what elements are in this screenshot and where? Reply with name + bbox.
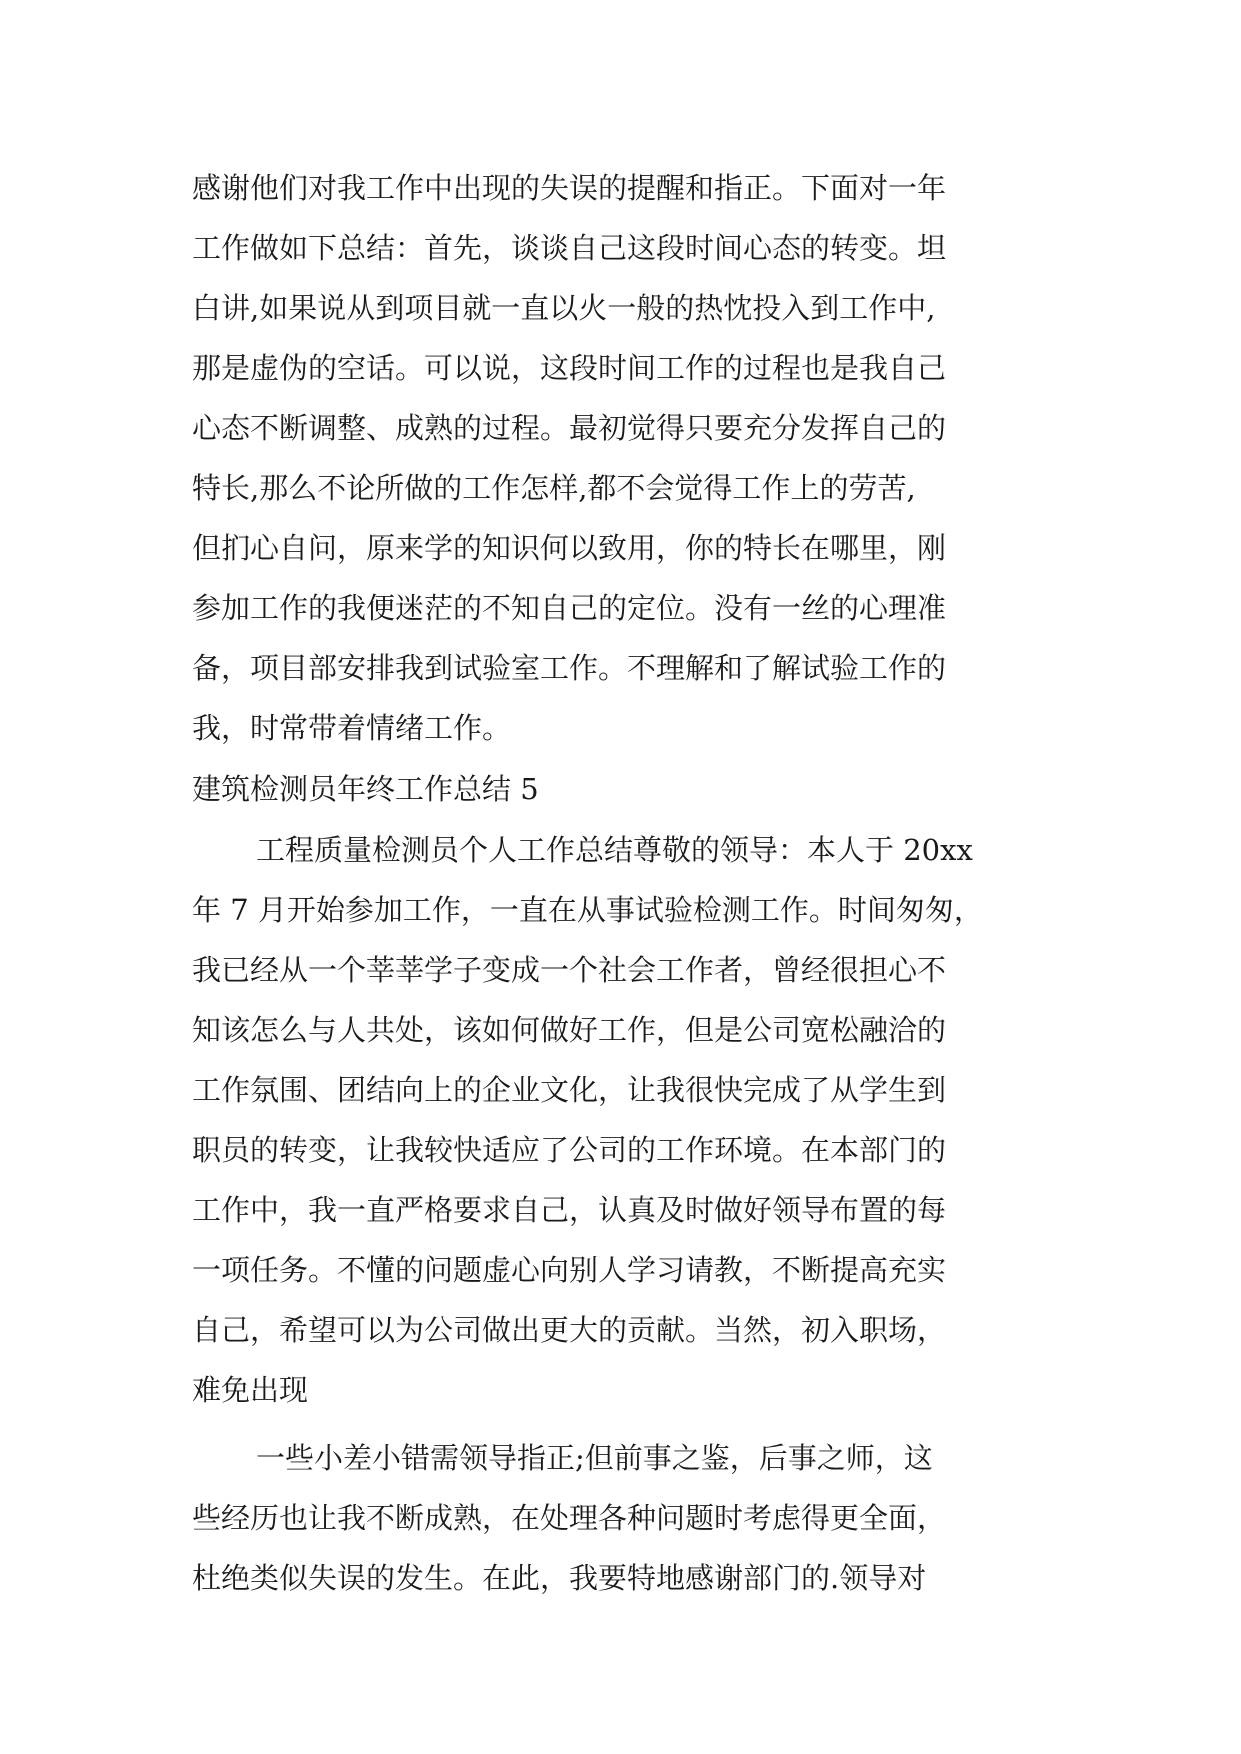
text-line: 那是虚伪的空话。可以说，这段时间工作的过程也是我自己 <box>192 351 947 385</box>
text-line: 感谢他们对我工作中出现的失误的提醒和指正。下面对一年 <box>192 171 947 205</box>
text-line: 心态不断调整、成熟的过程。最初觉得只要充分发挥自己的 <box>192 411 947 445</box>
paragraph-continuation <box>192 158 1092 758</box>
text-line: 备，项目部安排我到试验室工作。不理解和了解试验工作的 <box>192 651 947 685</box>
paragraph-2 <box>192 1428 1092 1608</box>
text-line: 杜绝类似失误的发生。在此，我要特地感谢部门的.领导对 <box>192 1561 927 1595</box>
document-body <box>192 158 1092 1608</box>
text-line: 一些小差小错需领导指正;但前事之鉴，后事之师，这 <box>256 1441 933 1475</box>
text-line: 一项任务。不懂的问题虚心向别人学习请教，不断提高充实 <box>192 1253 947 1287</box>
text-line: 但扪心自问，原来学的知识何以致用，你的特长在哪里，刚 <box>192 531 947 565</box>
text-line: 难免出现 <box>192 1373 309 1407</box>
text-line: 职员的转变，让我较快适应了公司的工作环境。在本部门的 <box>192 1133 947 1167</box>
text-line: 工程质量检测员个人工作总结尊敬的领导：本人于 20xx <box>256 833 973 867</box>
text-line: 工作中，我一直严格要求自己，认真及时做好领导布置的每 <box>192 1193 947 1227</box>
paragraph-1 <box>192 820 1092 1420</box>
text-line: 自己，希望可以为公司做出更大的贡献。当然，初入职场， <box>192 1313 947 1347</box>
text-line: 特长,那么不论所做的工作怎样,都不会觉得工作上的劳苦, <box>192 471 916 505</box>
text-line: 工作氛围、团结向上的企业文化，让我很快完成了从学生到 <box>192 1073 947 1107</box>
text-line: 知该怎么与人共处，该如何做好工作，但是公司宽松融洽的 <box>192 1013 947 1047</box>
text-line: 我，时常带着情绪工作。 <box>192 711 512 745</box>
text-line: 参加工作的我便迷茫的不知自己的定位。没有一丝的心理准 <box>192 591 947 625</box>
text-line: 年 7 月开始参加工作，一直在从事试验检测工作。时间匆匆， <box>192 893 983 927</box>
text-line: 我已经从一个莘莘学子变成一个社会工作者，曾经很担心不 <box>192 953 947 987</box>
text-line: 些经历也让我不断成熟，在处理各种问题时考虑得更全面， <box>192 1501 947 1535</box>
section-heading: 建筑检测员年终工作总结 5 <box>192 772 539 806</box>
text-line: 工作做如下总结：首先，谈谈自己这段时间心态的转变。坦 <box>192 231 947 265</box>
text-line: 白讲,如果说从到项目就一直以火一般的热忱投入到工作中, <box>192 291 936 325</box>
